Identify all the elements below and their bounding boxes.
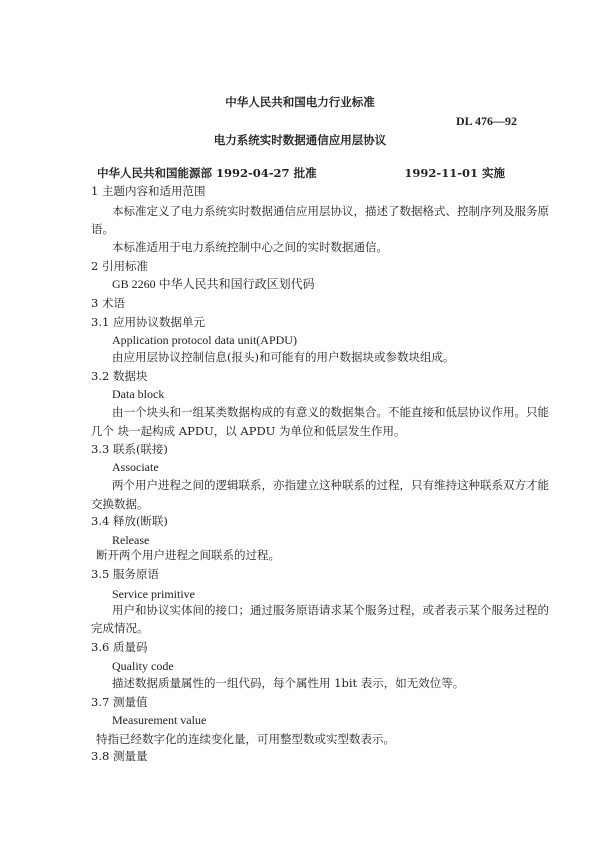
- definition: 交换数据。: [91, 497, 149, 511]
- definition: 用户和协议实体间的接口；通过服务原语请求某个服务过程，或者表示某个服务过程的: [112, 603, 549, 617]
- term-heading: 3.8 测量量: [91, 749, 148, 763]
- paragraph: 本标准适用于电力系统控制中心之间的实时数据通信。: [112, 240, 388, 254]
- definition: 由应用层协议控制信息(报头)和可能有的用户数据块或参数块组成。: [112, 350, 455, 364]
- term-english: Data block: [112, 387, 165, 401]
- reference: GB 2260 中华人民共和国行政区划代码: [112, 277, 315, 291]
- definition: 完成情况。: [91, 621, 149, 635]
- definition: 特指已经数字化的连续变化量，可用整型数或实型数表示。: [96, 732, 395, 746]
- term-heading: 3.4 释放(断联): [91, 514, 168, 528]
- term-english: Release: [112, 533, 150, 547]
- definition: 描述数据质量属性的一组代码，每个属性用 1bit 表示，如无效位等。: [112, 676, 465, 690]
- term-english: Application protocol data unit(APDU): [112, 333, 297, 347]
- section-heading: 2 引用标准: [91, 259, 148, 273]
- term-heading: 3.1 应用协议数据单元: [91, 315, 205, 329]
- term-heading: 3.2 数据块: [91, 369, 148, 383]
- paragraph: 语。: [91, 222, 114, 236]
- definition: 几个 块一起构成 APDU，以 APDU 为单位和低层发生作用。: [91, 424, 406, 438]
- effective-date: 1992-11-01 实施: [404, 166, 505, 180]
- section-heading: 1 主题内容和适用范围: [91, 184, 206, 198]
- term-english: Quality code: [112, 659, 174, 673]
- definition: 断开两个用户进程之间联系的过程。: [96, 548, 280, 562]
- term-heading: 3.6 质量码: [91, 640, 148, 654]
- approval-line: 中华人民共和国能源部 1992-04-27 批准: [97, 166, 317, 180]
- term-english: Service primitive: [112, 587, 195, 601]
- term-heading: 3.5 服务原语: [91, 567, 159, 581]
- term-heading: 3.3 联系(联接): [91, 442, 168, 456]
- term-heading: 3.7 测量值: [91, 695, 148, 709]
- term-english: Associate: [112, 460, 159, 474]
- definition: 两个用户进程之间的逻辑联系，亦指建立这种联系的过程，只有维持这种联系双方才能: [112, 478, 549, 492]
- definition: 由一个块头和一组某类数据构成的有意义的数据集合。不能直接和低层协议作用。只能: [112, 405, 549, 419]
- org-heading: 中华人民共和国电力行业标准: [225, 95, 375, 109]
- section-heading: 3 术语: [91, 296, 125, 310]
- standard-code: DL 476—92: [455, 114, 517, 128]
- document-title: 电力系统实时数据通信应用层协议: [213, 133, 387, 147]
- paragraph: 本标准定义了电力系统实时数据通信应用层协议，描述了数据格式、控制序列及服务原: [112, 204, 549, 218]
- term-english: Measurement value: [112, 713, 207, 727]
